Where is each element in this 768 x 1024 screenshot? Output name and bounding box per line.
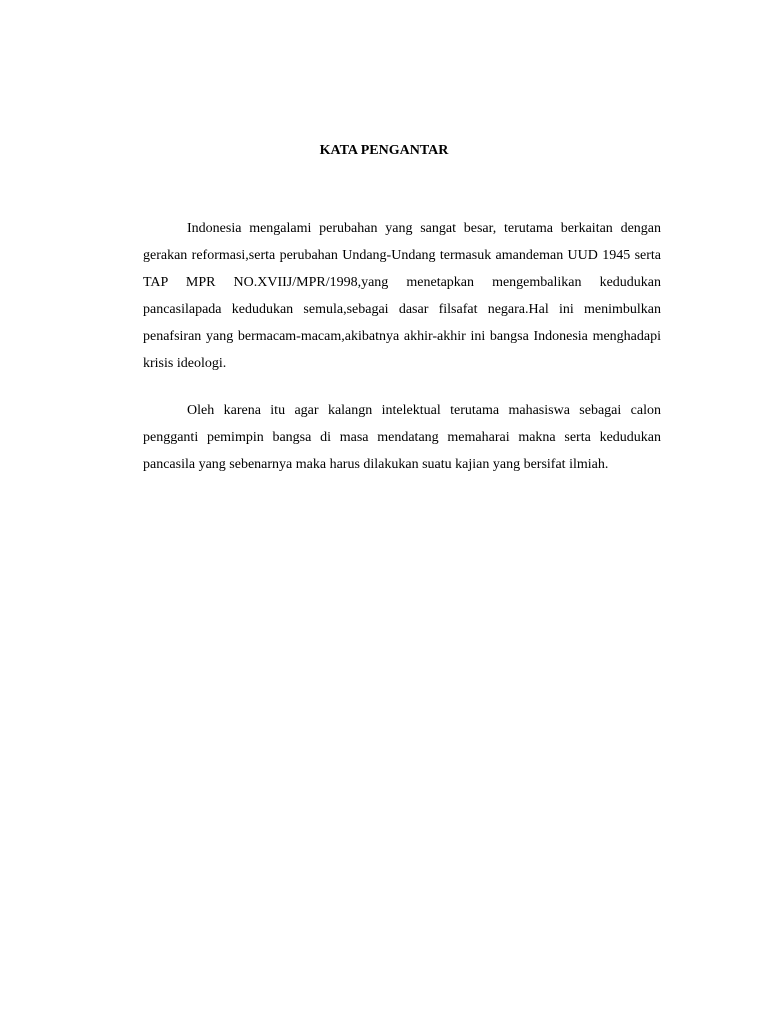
paragraph-2: Oleh karena itu agar kalangn intelektual terutama mahasiswa sebagai calon pengganti pemimpin bangsa di masa mendatang memaharai makna serta kedudukan pancasila yang sebenarnya maka harus dilakukan suatu kajian yang bersifat ilmiah. bbox=[143, 403, 661, 472]
page-title: KATA PENGANTAR bbox=[319, 143, 449, 158]
paragraph-1: Indonesia mengalami perubahan yang sangat besar, terutama berkaitan dengan gerakan reformasi,serta perubahan Undang-Undang termasuk amandeman UUD 1945 serta TAP MPR NO.XVIIJ/MPR/1998,yang menetapkan mengembalikan kedudukan pancasilapada kedudukan semula,sebagai dasar filsafat negara.Hal ini menimbulkan penafsiran yang bermacam-macam,akibatnya akhir-akhir ini bangsa Indonesia menghadapi krisis ideologi. bbox=[143, 221, 661, 371]
